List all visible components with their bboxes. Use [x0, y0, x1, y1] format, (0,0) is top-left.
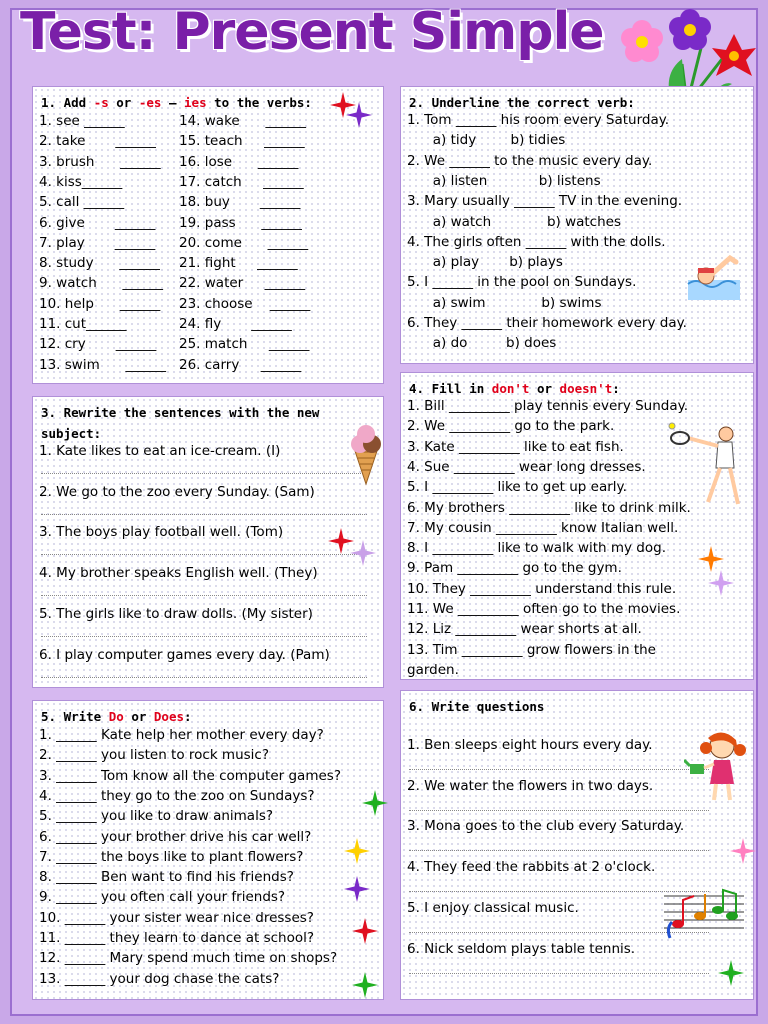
- star-icon: [346, 102, 372, 128]
- answer-line: [409, 810, 709, 811]
- girl-watering-icon: [684, 728, 748, 804]
- verb-item: 22. water ______: [179, 275, 306, 292]
- section-5-panel: [32, 700, 384, 1000]
- star-icon: [344, 838, 370, 864]
- page-title: Test: Present Simple: [20, 2, 604, 62]
- verb-item: 3. brush ______: [39, 153, 161, 170]
- exercise-line: 6. They ______ their homework every day.: [407, 315, 687, 331]
- answer-line: [409, 850, 709, 851]
- answer-line: [409, 769, 709, 770]
- star-icon: [730, 838, 756, 864]
- section-6-heading: 6. Write questions: [409, 699, 545, 714]
- exercise-line: a) play b) plays: [407, 254, 563, 271]
- exercise-line: 13. ______ your dog chase the cats?: [39, 970, 280, 987]
- verb-item: 19. pass ______: [179, 214, 302, 231]
- verb-item: 10. help ______: [39, 295, 161, 312]
- exercise-line: 4. Sue _________ wear long dresses.: [407, 458, 646, 475]
- verb-item: 23. choose ______: [179, 295, 311, 312]
- exercise-line: 3. Mona goes to the club every Saturday.: [407, 818, 685, 835]
- answer-line: [41, 595, 367, 596]
- exercise-line: 2. We water the flowers in two days.: [407, 777, 654, 794]
- exercise-line: 4. The girls often ______ with the dolls.: [407, 233, 666, 250]
- exercise-line: 7. My cousin _________ know Italian well.: [407, 519, 679, 536]
- answer-line: [41, 554, 367, 555]
- verb-item: 15. teach ______: [179, 133, 305, 150]
- section-3-heading: 3. Rewrite the sentences with the new: [41, 405, 320, 420]
- tennis-player-icon: [668, 420, 748, 510]
- exercise-line: 4. They feed the rabbits at 2 o'clock.: [407, 859, 656, 876]
- exercise-line: garden.: [407, 661, 459, 678]
- star-icon: [708, 570, 734, 596]
- exercise-line: a) watch b) watches: [407, 213, 622, 230]
- verb-item: 1. see ______: [39, 113, 125, 129]
- exercise-line: 10. ______ your sister wear nice dresses?: [39, 909, 314, 926]
- exercise-line: 3. The boys play football well. (Tom): [39, 524, 284, 541]
- verb-item: 7. play ______: [39, 234, 156, 251]
- exercise-line: 2. We _________ go to the park.: [407, 418, 615, 435]
- section-1-panel: [32, 86, 384, 384]
- verb-item: 6. give ______: [39, 214, 156, 231]
- verb-item: 20. come ______: [179, 234, 309, 251]
- exercise-line: 3. Mary usually ______ TV in the evening.: [407, 193, 683, 210]
- section-5-heading: 5. Write Do or Does:: [41, 709, 192, 724]
- verb-item: 8. study ______: [39, 255, 160, 272]
- exercise-line: 2. ______ you listen to rock music?: [39, 747, 270, 764]
- answer-line: [409, 973, 709, 974]
- star-icon: [352, 972, 378, 998]
- exercise-line: a) tidy b) tidies: [407, 132, 566, 149]
- star-icon: [718, 960, 744, 986]
- verb-item: 5. call ______: [39, 194, 125, 211]
- exercise-line: 5. I _________ like to get up early.: [407, 479, 627, 496]
- swimmer-icon: [686, 250, 742, 306]
- star-icon: [344, 876, 370, 902]
- verb-item: 18. buy ______: [179, 194, 301, 211]
- exercise-line: 12. ______ Mary spend much time on shops?: [39, 950, 338, 967]
- verb-item: 9. watch ______: [39, 275, 164, 292]
- ice-cream-icon: [346, 424, 386, 486]
- verb-item: 2. take ______: [39, 133, 156, 150]
- verb-item: 11. cut______: [39, 316, 127, 332]
- exercise-line: 1. ______ Kate help her mother every day?: [39, 727, 324, 743]
- answer-line: [41, 473, 367, 474]
- exercise-line: 1. Kate likes to eat an ice-cream. (I): [39, 443, 281, 459]
- verb-item: 13. swim ______: [39, 356, 166, 373]
- exercise-line: 3. ______ Tom know all the computer games?: [39, 767, 341, 784]
- star-icon: [362, 790, 388, 816]
- section-1-heading: 1. Add -s or -es – ies to the verbs:: [41, 95, 312, 110]
- exercise-line: 12. Liz _________ wear shorts at all.: [407, 621, 642, 638]
- answer-line: [41, 636, 367, 637]
- verb-item: 17. catch ______: [179, 173, 304, 190]
- verb-item: 14. wake ______: [179, 113, 306, 129]
- exercise-line: a) swim b) swims: [407, 294, 602, 311]
- exercise-line: 11. ______ they learn to dance at school?: [39, 930, 315, 946]
- exercise-line: 2. We ______ to the music every day.: [407, 152, 653, 169]
- exercise-line: 8. ______ Ben want to find his friends?: [39, 869, 294, 886]
- verb-item: 26. carry ______: [179, 356, 302, 373]
- answer-line: [41, 677, 367, 678]
- exercise-line: 1. Bill _________ play tennis every Sunday.: [407, 398, 688, 414]
- exercise-line: 2. We go to the zoo every Sunday. (Sam): [39, 483, 315, 500]
- exercise-line: 5. I enjoy classical music.: [407, 899, 579, 916]
- exercise-line: 1. Tom ______ his room every Saturday.: [407, 112, 670, 128]
- exercise-line: 3. Kate _________ like to eat fish.: [407, 438, 624, 455]
- exercise-line: 6. ______ your brother drive his car well?: [39, 828, 312, 845]
- exercise-line: 9. ______ you often call your friends?: [39, 889, 286, 906]
- exercise-line: 7. ______ the boys like to plant flowers?: [39, 848, 304, 865]
- star-icon: [698, 546, 724, 572]
- verb-item: 12. cry ______: [39, 336, 157, 353]
- exercise-line: 5. ______ you like to draw animals?: [39, 808, 274, 825]
- star-icon: [352, 918, 378, 944]
- exercise-line: a) do b) does: [407, 335, 557, 352]
- star-icon: [350, 540, 376, 566]
- verb-item: 16. lose ______: [179, 153, 299, 170]
- exercise-line: 5. I ______ in the pool on Sundays.: [407, 274, 637, 291]
- exercise-line: 11. We _________ often go to the movies.: [407, 601, 681, 617]
- exercise-line: 8. I _________ like to walk with my dog.: [407, 540, 666, 557]
- exercise-line: 6. Nick seldom plays table tennis.: [407, 940, 636, 957]
- section-2-heading: 2. Underline the correct verb:: [409, 95, 635, 110]
- exercise-line: 10. They _________ understand this rule.: [407, 580, 677, 597]
- section-4-panel: [400, 372, 754, 680]
- exercise-line: 6. I play computer games every day. (Pam): [39, 646, 330, 663]
- exercise-line: 4. ______ they go to the zoo on Sundays?: [39, 787, 315, 804]
- verb-item: 21. fight ______: [179, 255, 298, 272]
- exercise-line: a) listen b) listens: [407, 172, 601, 189]
- section-2-panel: [400, 86, 754, 364]
- exercise-line: 4. My brother speaks English well. (They): [39, 565, 318, 582]
- verb-item: 25. match ______: [179, 336, 310, 353]
- answer-line: [41, 514, 367, 515]
- section-3-heading-cont: subject:: [41, 426, 102, 441]
- verb-item: 4. kiss______: [39, 173, 123, 190]
- exercise-line: 5. The girls like to draw dolls. (My sister): [39, 605, 313, 622]
- section-4-heading: 4. Fill in don't or doesn't:: [409, 381, 620, 396]
- verb-item: 24. fly ______: [179, 316, 292, 332]
- exercise-line: 6. My brothers _________ like to drink milk.: [407, 499, 691, 516]
- exercise-line: 13. Tim _________ grow flowers in the: [407, 641, 656, 658]
- music-notes-icon: [664, 888, 744, 940]
- exercise-line: 9. Pam _________ go to the gym.: [407, 560, 622, 577]
- exercise-line: 1. Ben sleeps eight hours every day.: [407, 737, 653, 753]
